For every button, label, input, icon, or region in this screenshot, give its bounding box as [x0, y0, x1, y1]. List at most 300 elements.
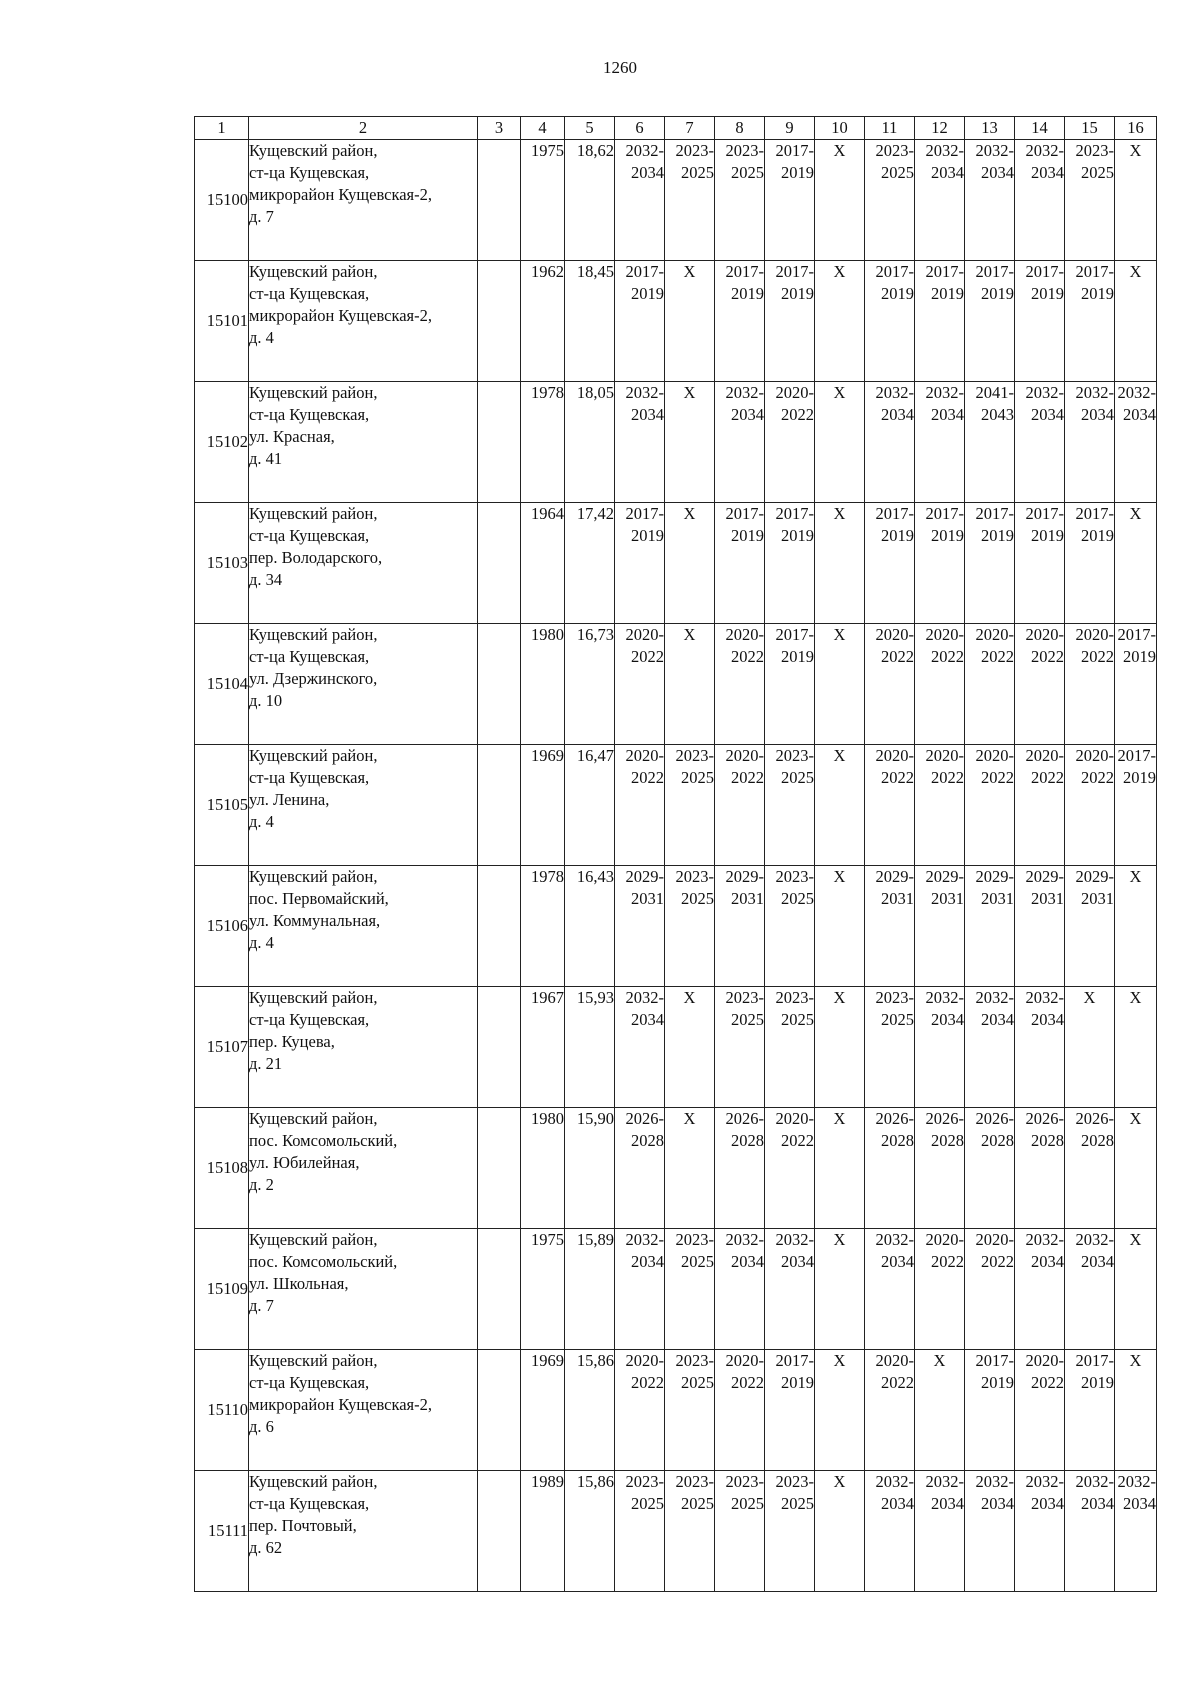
column-header-15: 15	[1065, 117, 1115, 140]
period-start: 2026-	[1025, 1109, 1064, 1128]
period-start: 2020-	[775, 1109, 814, 1128]
year-cell: 1964	[521, 503, 565, 624]
period-end: 2034	[1081, 1494, 1114, 1513]
period-start: 2017-	[775, 141, 814, 160]
address-line: Кущевский район,	[249, 746, 378, 765]
period-cell-col-7: X	[665, 503, 715, 624]
period-start: 2017-	[625, 504, 664, 523]
table-row	[195, 987, 1157, 1108]
column-header-2: 2	[249, 117, 478, 140]
area-cell: 15,89	[565, 1229, 615, 1350]
period-end: 2019	[781, 526, 814, 545]
period-start: 2026-	[725, 1109, 764, 1128]
period-end: 2028	[1081, 1131, 1114, 1150]
address-line: микрорайон Кущевская-2,	[249, 1395, 433, 1414]
address-cell	[249, 1108, 478, 1229]
row-id: 15105	[195, 745, 249, 866]
period-end: 2019	[1081, 284, 1114, 303]
period-cell-col-13	[965, 1229, 1015, 1350]
column-header-11: 11	[865, 117, 915, 140]
period-end: 2025	[881, 163, 914, 182]
year-cell: 1978	[521, 866, 565, 987]
address-line: д. 21	[249, 1054, 283, 1073]
address-line: ул. Юбилейная,	[249, 1153, 360, 1172]
period-start: 2032-	[925, 141, 964, 160]
period-cell-col-12	[915, 1108, 965, 1229]
period-end: 2019	[731, 526, 764, 545]
period-end: 2025	[681, 1373, 714, 1392]
address-line: Кущевский район,	[249, 867, 378, 886]
period-start: 2017-	[975, 1351, 1014, 1370]
period-start: 2020-	[725, 746, 764, 765]
address-cell	[249, 140, 478, 261]
column-header-12: 12	[915, 117, 965, 140]
period-start: 2032-	[625, 141, 664, 160]
period-start: 2017-	[725, 504, 764, 523]
period-cell-col-13	[965, 382, 1015, 503]
period-end: 2019	[631, 284, 664, 303]
period-end: 2034	[931, 1010, 964, 1029]
period-cell-col-10: X	[815, 624, 865, 745]
period-end: 2031	[1081, 889, 1114, 908]
period-end: 2019	[781, 1373, 814, 1392]
period-start: 2032-	[975, 1472, 1014, 1491]
period-start: 2032-	[975, 141, 1014, 160]
period-end: 2031	[1031, 889, 1064, 908]
period-cell-col-12	[915, 745, 965, 866]
housing-register-table	[194, 116, 1157, 1592]
area-cell: 16,47	[565, 745, 615, 866]
period-cell-col-13	[965, 261, 1015, 382]
period-cell-col-16: X	[1115, 1108, 1157, 1229]
period-cell-col-11	[865, 987, 915, 1108]
period-cell-col-12	[915, 866, 965, 987]
period-end: 2019	[931, 526, 964, 545]
period-end: 2025	[731, 1010, 764, 1029]
period-start: 2032-	[625, 988, 664, 1007]
address-line: д. 7	[249, 1296, 274, 1315]
period-cell-col-11	[865, 261, 915, 382]
year-cell: 1962	[521, 261, 565, 382]
address-line: ст-ца Кущевская,	[249, 1010, 370, 1029]
area-cell: 16,73	[565, 624, 615, 745]
period-start: 2023-	[725, 988, 764, 1007]
page-number: 1260	[603, 58, 637, 77]
period-cell-col-6	[615, 261, 665, 382]
address-line: Кущевский район,	[249, 262, 378, 281]
column-header-6: 6	[615, 117, 665, 140]
address-line: ст-ца Кущевская,	[249, 647, 370, 666]
row-id: 15111	[195, 1471, 249, 1592]
period-start: 2020-	[875, 625, 914, 644]
period-start: 2026-	[1075, 1109, 1114, 1128]
period-end: 2022	[981, 647, 1014, 666]
address-cell	[249, 1350, 478, 1471]
year-cell: 1969	[521, 1350, 565, 1471]
period-cell-col-10: X	[815, 1229, 865, 1350]
area-cell: 15,90	[565, 1108, 615, 1229]
period-start: 2023-	[875, 988, 914, 1007]
address-line: Кущевский район,	[249, 383, 378, 402]
period-start: 2032-	[1075, 1472, 1114, 1491]
period-start: 2029-	[975, 867, 1014, 886]
address-line: ст-ца Кущевская,	[249, 768, 370, 787]
address-line: д. 6	[249, 1417, 274, 1436]
table-row	[195, 503, 1157, 624]
period-start: 2026-	[875, 1109, 914, 1128]
period-start: 2041-	[975, 383, 1014, 402]
period-cell-col-11	[865, 1229, 915, 1350]
period-end: 2022	[631, 647, 664, 666]
period-cell-col-7: X	[665, 261, 715, 382]
period-end: 2025	[731, 163, 764, 182]
period-end: 2019	[731, 284, 764, 303]
period-end: 2019	[1081, 1373, 1114, 1392]
area-cell: 15,86	[565, 1350, 615, 1471]
period-cell-col-13	[965, 503, 1015, 624]
period-cell-col-14	[1015, 745, 1065, 866]
period-cell-col-7: X	[665, 1108, 715, 1229]
period-start: 2032-	[975, 988, 1014, 1007]
period-start: 2020-	[625, 625, 664, 644]
period-cell-col-10: X	[815, 1350, 865, 1471]
area-cell: 17,42	[565, 503, 615, 624]
column-3-cell	[478, 503, 521, 624]
period-end: 2022	[1031, 647, 1064, 666]
row-id: 15110	[195, 1350, 249, 1471]
period-start: 2020-	[1025, 1351, 1064, 1370]
period-start: 2017-	[775, 625, 814, 644]
period-cell-col-11	[865, 1108, 915, 1229]
period-start: 2017-	[1025, 504, 1064, 523]
period-start: 2023-	[625, 1472, 664, 1491]
period-start: 2020-	[1075, 746, 1114, 765]
period-start: 2023-	[775, 988, 814, 1007]
column-header-3: 3	[478, 117, 521, 140]
period-end: 2034	[981, 163, 1014, 182]
period-start: 2017-	[775, 504, 814, 523]
period-end: 2034	[1031, 1252, 1064, 1271]
period-end: 2034	[1031, 163, 1064, 182]
period-start: 2023-	[875, 141, 914, 160]
table-row	[195, 624, 1157, 745]
period-cell-col-13	[965, 1471, 1015, 1592]
period-start: 2017-	[1075, 1351, 1114, 1370]
period-cell-col-6	[615, 140, 665, 261]
period-end: 2019	[1031, 526, 1064, 545]
period-start: 2032-	[625, 383, 664, 402]
period-end: 2031	[731, 889, 764, 908]
address-cell	[249, 261, 478, 382]
period-end: 2034	[781, 1252, 814, 1271]
period-start: 2020-	[1025, 746, 1064, 765]
period-start: 2020-	[625, 746, 664, 765]
period-end: 2034	[1031, 1010, 1064, 1029]
period-start: 2020-	[1075, 625, 1114, 644]
period-cell-col-15: X	[1065, 987, 1115, 1108]
address-line: ст-ца Кущевская,	[249, 1373, 370, 1392]
period-start: 2032-	[1025, 383, 1064, 402]
address-line: пос. Первомайский,	[249, 889, 389, 908]
address-line: пос. Комсомольский,	[249, 1131, 398, 1150]
period-start: 2023-	[775, 867, 814, 886]
period-start: 2026-	[625, 1109, 664, 1128]
period-cell-col-8	[715, 1350, 765, 1471]
period-start: 2026-	[975, 1109, 1014, 1128]
period-start: 2017-	[875, 504, 914, 523]
address-line: ул. Коммунальная,	[249, 911, 381, 930]
address-line: д. 41	[249, 449, 283, 468]
period-end: 2019	[981, 284, 1014, 303]
period-cell-col-16	[1115, 745, 1157, 866]
period-end: 2019	[781, 163, 814, 182]
period-cell-col-16: X	[1115, 1350, 1157, 1471]
address-line: ст-ца Кущевская,	[249, 526, 370, 545]
period-cell-col-9	[765, 1229, 815, 1350]
period-end: 2022	[781, 1131, 814, 1150]
year-cell: 1967	[521, 987, 565, 1108]
period-cell-col-8	[715, 503, 765, 624]
period-start: 2029-	[1075, 867, 1114, 886]
period-end: 2034	[1031, 405, 1064, 424]
period-start: 2032-	[875, 383, 914, 402]
address-line: Кущевский район,	[249, 1351, 378, 1370]
period-start: 2020-	[925, 746, 964, 765]
period-end: 2019	[881, 284, 914, 303]
period-start: 2023-	[675, 1472, 714, 1491]
period-start: 2032-	[1117, 383, 1156, 402]
period-end: 2022	[631, 1373, 664, 1392]
period-end: 2022	[981, 1252, 1014, 1271]
column-header-7: 7	[665, 117, 715, 140]
address-line: пер. Куцева,	[249, 1032, 335, 1051]
area-cell: 18,05	[565, 382, 615, 503]
period-cell-col-9	[765, 987, 815, 1108]
period-cell-col-6	[615, 624, 665, 745]
column-3-cell	[478, 745, 521, 866]
table-row	[195, 866, 1157, 987]
period-cell-col-7	[665, 745, 715, 866]
address-cell	[249, 745, 478, 866]
period-end: 2031	[931, 889, 964, 908]
address-line: Кущевский район,	[249, 1109, 378, 1128]
period-end: 2034	[931, 1494, 964, 1513]
period-end: 2025	[681, 163, 714, 182]
column-header-9: 9	[765, 117, 815, 140]
column-header-8: 8	[715, 117, 765, 140]
period-cell-col-9	[765, 745, 815, 866]
period-end: 2022	[1081, 647, 1114, 666]
period-cell-col-8	[715, 1108, 765, 1229]
period-start: 2023-	[675, 1351, 714, 1370]
period-start: 2020-	[625, 1351, 664, 1370]
period-cell-col-6	[615, 866, 665, 987]
period-end: 2034	[631, 405, 664, 424]
period-cell-col-10: X	[815, 745, 865, 866]
period-cell-col-10: X	[815, 1108, 865, 1229]
period-end: 2031	[981, 889, 1014, 908]
period-end: 2022	[781, 405, 814, 424]
period-start: 2029-	[875, 867, 914, 886]
period-end: 2028	[981, 1131, 1014, 1150]
period-end: 2022	[731, 1373, 764, 1392]
period-cell-col-12	[915, 503, 965, 624]
period-cell-col-8	[715, 866, 765, 987]
period-start: 2020-	[725, 1351, 764, 1370]
period-start: 2032-	[925, 1472, 964, 1491]
period-cell-col-15	[1065, 382, 1115, 503]
period-end: 2025	[881, 1010, 914, 1029]
period-cell-col-9	[765, 866, 815, 987]
period-end: 2034	[1031, 1494, 1064, 1513]
period-cell-col-14	[1015, 1350, 1065, 1471]
address-line: д. 10	[249, 691, 283, 710]
address-line: д. 7	[249, 207, 274, 226]
year-cell: 1980	[521, 1108, 565, 1229]
period-end: 2022	[931, 768, 964, 787]
address-line: ул. Красная,	[249, 427, 335, 446]
period-end: 2022	[1031, 1373, 1064, 1392]
period-cell-col-10: X	[815, 382, 865, 503]
table-row	[195, 1471, 1157, 1592]
table-row	[195, 745, 1157, 866]
address-line: ул. Дзержинского,	[249, 669, 378, 688]
period-end: 2028	[631, 1131, 664, 1150]
area-cell: 18,62	[565, 140, 615, 261]
address-line: Кущевский район,	[249, 504, 378, 523]
period-cell-col-11	[865, 140, 915, 261]
period-start: 2017-	[625, 262, 664, 281]
period-end: 2025	[781, 889, 814, 908]
row-id: 15100	[195, 140, 249, 261]
address-line: Кущевский район,	[249, 625, 378, 644]
period-end: 2022	[1081, 768, 1114, 787]
period-end: 2034	[631, 1010, 664, 1029]
period-cell-col-13	[965, 1350, 1015, 1471]
row-id: 15104	[195, 624, 249, 745]
year-cell: 1975	[521, 140, 565, 261]
period-start: 2020-	[925, 625, 964, 644]
period-cell-col-13	[965, 1108, 1015, 1229]
period-start: 2032-	[1025, 988, 1064, 1007]
column-3-cell	[478, 1471, 521, 1592]
period-end: 2022	[931, 647, 964, 666]
period-cell-col-11	[865, 1350, 915, 1471]
period-cell-col-13	[965, 866, 1015, 987]
column-3-cell	[478, 261, 521, 382]
period-cell-col-6	[615, 1350, 665, 1471]
column-3-cell	[478, 866, 521, 987]
period-cell-col-10: X	[815, 1471, 865, 1592]
period-cell-col-14	[1015, 503, 1065, 624]
period-start: 2017-	[725, 262, 764, 281]
address-cell	[249, 503, 478, 624]
period-start: 2023-	[725, 141, 764, 160]
period-cell-col-10: X	[815, 866, 865, 987]
period-cell-col-6	[615, 382, 665, 503]
period-end: 2019	[931, 284, 964, 303]
period-end: 2034	[881, 405, 914, 424]
period-end: 2019	[881, 526, 914, 545]
column-3-cell	[478, 1350, 521, 1471]
period-start: 2023-	[1075, 141, 1114, 160]
column-3-cell	[478, 987, 521, 1108]
period-cell-col-6	[615, 1108, 665, 1229]
period-cell-col-9	[765, 624, 815, 745]
address-line: микрорайон Кущевская-2,	[249, 306, 433, 325]
period-start: 2017-	[975, 504, 1014, 523]
period-start: 2032-	[875, 1230, 914, 1249]
period-end: 2025	[681, 889, 714, 908]
period-start: 2017-	[775, 1351, 814, 1370]
address-line: ст-ца Кущевская,	[249, 284, 370, 303]
address-cell	[249, 987, 478, 1108]
address-line: Кущевский район,	[249, 1230, 378, 1249]
period-cell-col-14	[1015, 1471, 1065, 1592]
row-id: 15107	[195, 987, 249, 1108]
address-line: д. 62	[249, 1538, 283, 1557]
period-start: 2020-	[975, 625, 1014, 644]
period-cell-col-14	[1015, 261, 1065, 382]
period-end: 2034	[1123, 1494, 1156, 1513]
period-cell-col-13	[965, 987, 1015, 1108]
period-cell-col-16	[1115, 382, 1157, 503]
period-end: 2028	[931, 1131, 964, 1150]
period-cell-col-12	[915, 987, 965, 1108]
period-cell-col-7: X	[665, 624, 715, 745]
period-start: 2020-	[975, 1230, 1014, 1249]
period-end: 2025	[631, 1494, 664, 1513]
row-id: 15102	[195, 382, 249, 503]
period-start: 2032-	[925, 383, 964, 402]
period-end: 2025	[781, 1494, 814, 1513]
address-line: Кущевский район,	[249, 988, 378, 1007]
period-end: 2034	[981, 1494, 1014, 1513]
period-cell-col-7: X	[665, 382, 715, 503]
period-start: 2032-	[625, 1230, 664, 1249]
period-start: 2020-	[925, 1230, 964, 1249]
period-end: 2022	[881, 647, 914, 666]
period-cell-col-6	[615, 503, 665, 624]
year-cell: 1989	[521, 1471, 565, 1592]
area-cell: 15,86	[565, 1471, 615, 1592]
period-cell-col-16: X	[1115, 866, 1157, 987]
period-cell-col-8	[715, 745, 765, 866]
period-cell-col-9	[765, 1108, 815, 1229]
table-row	[195, 382, 1157, 503]
period-end: 2019	[1123, 768, 1156, 787]
period-cell-col-10: X	[815, 261, 865, 382]
address-cell	[249, 624, 478, 745]
address-line: ст-ца Кущевская,	[249, 405, 370, 424]
period-cell-col-12	[915, 261, 965, 382]
year-cell: 1980	[521, 624, 565, 745]
period-end: 2022	[1031, 768, 1064, 787]
period-cell-col-8	[715, 624, 765, 745]
period-end: 2022	[631, 768, 664, 787]
period-cell-col-8	[715, 261, 765, 382]
period-cell-col-7	[665, 140, 715, 261]
period-start: 2029-	[625, 867, 664, 886]
period-start: 2017-	[875, 262, 914, 281]
period-end: 2034	[1123, 405, 1156, 424]
period-cell-col-11	[865, 624, 915, 745]
row-id: 15103	[195, 503, 249, 624]
period-cell-col-12	[915, 1471, 965, 1592]
period-end: 2025	[681, 1252, 714, 1271]
period-cell-col-8	[715, 140, 765, 261]
area-cell: 18,45	[565, 261, 615, 382]
